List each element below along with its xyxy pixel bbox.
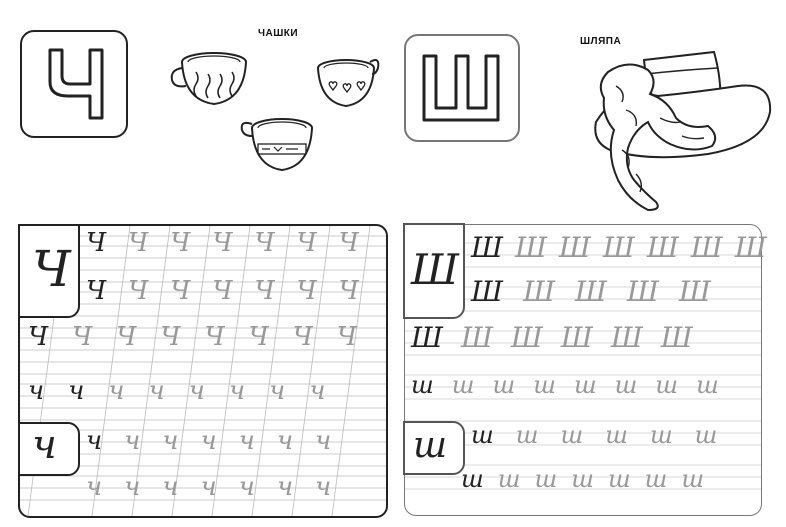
trace-glyph: Ш bbox=[411, 321, 461, 354]
trace-glyph: ч bbox=[269, 376, 310, 406]
trace-glyph: ч bbox=[124, 472, 163, 502]
trace-glyph: Ч bbox=[86, 228, 129, 258]
trace-glyph: Ч bbox=[212, 228, 255, 258]
trace-glyph: Ш bbox=[690, 231, 735, 264]
sample-letter-upper-ch: Ч bbox=[32, 240, 71, 298]
trace-glyph: ч bbox=[228, 376, 270, 406]
trace-glyph: Ч bbox=[336, 322, 381, 352]
trace-glyph: ч bbox=[238, 472, 277, 502]
trace-glyph: ч bbox=[315, 426, 354, 456]
trace-glyph: Ш bbox=[602, 231, 647, 264]
trace-glyph: Ч bbox=[292, 322, 337, 352]
trace-glyph: ч bbox=[108, 376, 149, 406]
trace-glyph: Ч bbox=[338, 276, 381, 306]
trace-glyph: Ч bbox=[296, 276, 339, 306]
worksheet-ch bbox=[18, 224, 388, 518]
trace-glyph: ш bbox=[451, 371, 493, 399]
trace-glyph: ш bbox=[560, 421, 606, 449]
trace-glyph: ш bbox=[694, 421, 740, 449]
trace-glyph: Ч bbox=[248, 322, 293, 352]
trace-glyph: ш bbox=[471, 421, 516, 449]
trace-glyph: ш bbox=[492, 371, 534, 399]
trace-glyph: Ч bbox=[204, 322, 249, 352]
cup-icon bbox=[168, 48, 252, 112]
trace-glyph: ш bbox=[649, 421, 695, 449]
trace-glyph: ч bbox=[86, 426, 125, 456]
trace-glyph: Ш bbox=[471, 275, 523, 308]
trace-glyph: Ч bbox=[296, 228, 339, 258]
trace-row-lower-3 bbox=[461, 465, 718, 493]
trace-glyph: ш bbox=[696, 371, 737, 399]
trace-row-lower-3 bbox=[86, 472, 353, 502]
trace-glyph: Ш bbox=[471, 231, 515, 264]
trace-glyph: ч bbox=[68, 376, 109, 406]
trace-glyph: ч bbox=[276, 472, 316, 502]
trace-row-upper-3 bbox=[411, 321, 711, 354]
trace-glyph: Ч bbox=[170, 276, 213, 306]
outline-letter-ch bbox=[22, 32, 126, 136]
trace-row-lower-1 bbox=[411, 371, 737, 399]
outline-letter-sh bbox=[406, 36, 518, 140]
trace-glyph: ч bbox=[309, 376, 350, 406]
trace-glyph: ч bbox=[86, 472, 125, 502]
trace-glyph: Ч bbox=[160, 322, 205, 352]
trace-glyph: Ш bbox=[626, 275, 679, 308]
trace-row-lower-2 bbox=[471, 421, 739, 449]
trace-glyph: Ш bbox=[560, 321, 611, 354]
trace-row-upper-3 bbox=[28, 322, 381, 352]
trace-glyph: Ч bbox=[86, 276, 129, 306]
trace-row-upper-1 bbox=[86, 228, 381, 258]
trace-glyph: Ч bbox=[212, 276, 255, 306]
trace-glyph: Ш bbox=[460, 321, 511, 354]
trace-glyph: Ш bbox=[510, 321, 561, 354]
trace-row-upper-2 bbox=[471, 275, 731, 308]
trace-glyph: ч bbox=[28, 376, 69, 406]
trace-glyph: Ш bbox=[646, 231, 691, 264]
sample-letter-lower-ch: ч bbox=[32, 422, 57, 468]
trace-glyph: ч bbox=[124, 426, 163, 456]
sample-letter-lower-sh: ш bbox=[413, 425, 448, 466]
cup-icon bbox=[312, 52, 382, 112]
caption-hat: ШЛЯПА bbox=[580, 36, 622, 47]
trace-glyph: ш bbox=[605, 421, 650, 449]
trace-row-lower-2 bbox=[86, 426, 353, 456]
trace-row-lower-1 bbox=[28, 376, 350, 406]
trace-glyph: ш bbox=[655, 371, 697, 399]
hat-icon bbox=[588, 40, 774, 214]
trace-glyph: ш bbox=[573, 371, 615, 399]
trace-glyph: ч bbox=[188, 376, 229, 406]
trace-glyph: Ч bbox=[254, 228, 297, 258]
trace-glyph: ш bbox=[644, 465, 682, 493]
trace-row-upper-2 bbox=[86, 276, 381, 306]
trace-glyph: ш bbox=[614, 371, 656, 399]
trace-glyph: ш bbox=[571, 465, 608, 493]
trace-glyph: ш bbox=[533, 371, 574, 399]
sample-letter-upper-sh: Ш bbox=[411, 245, 459, 294]
trace-glyph: Ш bbox=[678, 275, 731, 308]
trace-glyph: Ч bbox=[128, 228, 171, 258]
trace-glyph: ч bbox=[200, 426, 239, 456]
trace-glyph: Ч bbox=[170, 228, 213, 258]
trace-glyph: Ш bbox=[610, 321, 661, 354]
letter-card-ch bbox=[20, 30, 128, 138]
trace-glyph: Ч bbox=[116, 322, 161, 352]
trace-glyph: Ш bbox=[522, 275, 575, 308]
trace-glyph: ч bbox=[238, 426, 277, 456]
worksheet-sh bbox=[404, 224, 779, 516]
trace-glyph: ч bbox=[162, 426, 201, 456]
trace-glyph: Ч bbox=[338, 228, 381, 258]
trace-row-upper-1 bbox=[471, 231, 779, 264]
trace-glyph: Ш bbox=[660, 321, 711, 354]
trace-glyph: ч bbox=[148, 376, 189, 406]
trace-glyph: Ш bbox=[514, 231, 559, 264]
trace-glyph: Ч bbox=[128, 276, 171, 306]
trace-glyph: ш bbox=[607, 465, 645, 493]
trace-glyph: ч bbox=[162, 472, 201, 502]
trace-glyph: ш bbox=[461, 465, 498, 493]
trace-glyph: ч bbox=[315, 472, 354, 502]
trace-glyph: ш bbox=[534, 465, 572, 493]
trace-glyph: ч bbox=[276, 426, 316, 456]
trace-glyph: Ч bbox=[28, 322, 73, 352]
trace-glyph: ш bbox=[411, 371, 452, 399]
trace-glyph: ш bbox=[497, 465, 535, 493]
trace-glyph: Ш bbox=[734, 231, 779, 264]
trace-glyph: Ч bbox=[72, 322, 117, 352]
letter-card-sh bbox=[404, 34, 520, 142]
trace-glyph: ч bbox=[200, 472, 239, 502]
trace-glyph: ш bbox=[681, 465, 719, 493]
cup-icon bbox=[238, 112, 318, 176]
trace-glyph: Ч bbox=[254, 276, 297, 306]
trace-glyph: ш bbox=[515, 421, 561, 449]
trace-glyph: Ш bbox=[558, 231, 603, 264]
caption-cups: ЧАШКИ bbox=[258, 28, 299, 39]
trace-glyph: Ш bbox=[574, 275, 627, 308]
